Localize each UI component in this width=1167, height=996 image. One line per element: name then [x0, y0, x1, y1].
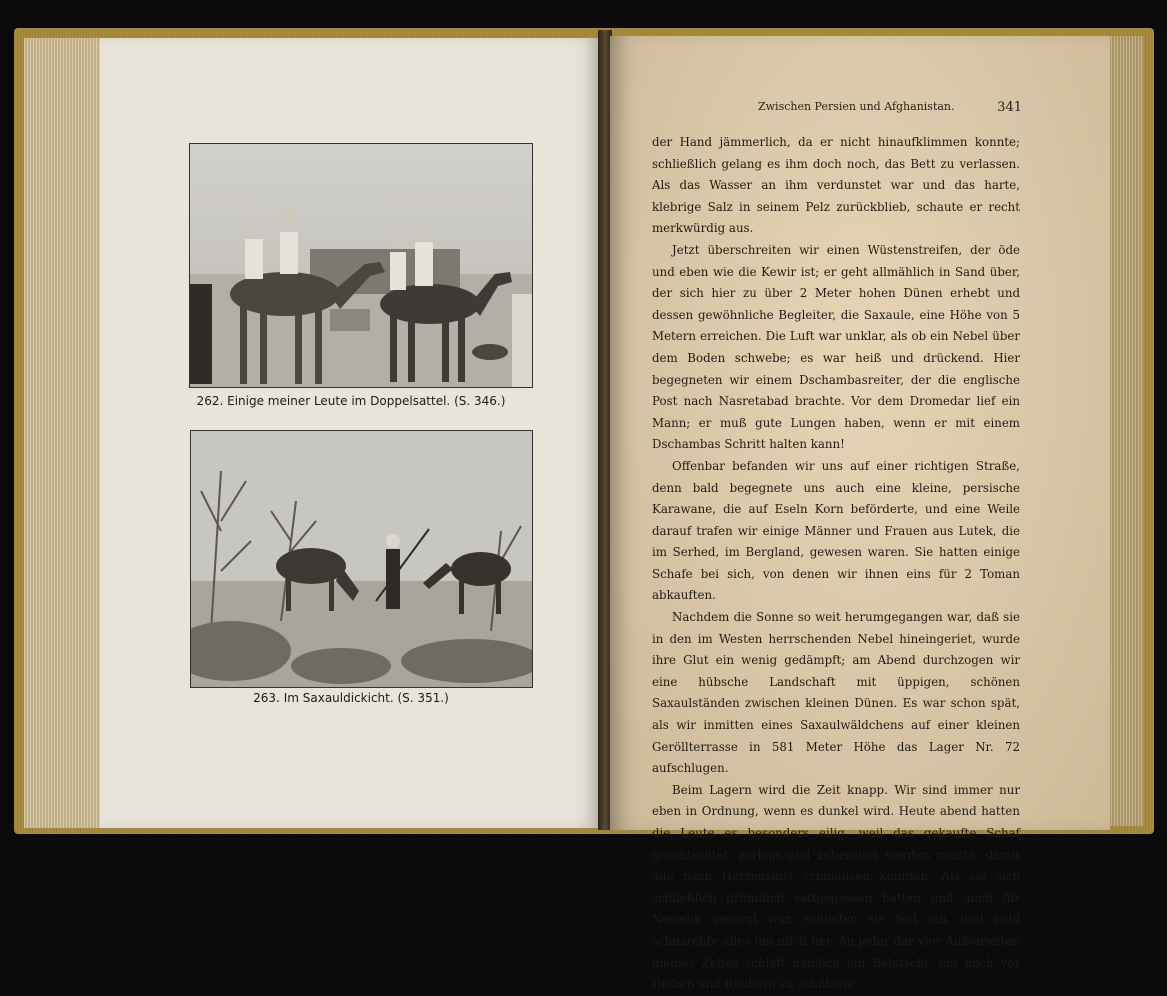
paragraph: der Hand jämmerlich, da er nicht hinaufklimmen konnte; schließlich gelang es ihm doch noch, das Bett zu verlassen. Als das Wasser an ihm verdunstet war und das harte, klebrige Salz in seinem Pelz zurückblieb, schaute er recht merkwürdig aus.	[652, 135, 1020, 236]
figure-caption-263	[100, 691, 602, 705]
photo-saxaul-thicket	[190, 430, 533, 688]
paragraph: Jetzt überschreiten wir einen Wüstenstreifen, der öde und eben wie die Kewir ist; er geht allmählich in Sand über, der sich hier zu über 2 Meter hohen Dünen erhebt und dessen gewöhnliche Begleiter, die Saxaule, eine Höhe von 5 Metern erreichen. Die Luft war unklar, als ob ein Nebel über dem Boden schwebe; es war heiß und drückend. Hier begegneten wir einem Dschambasreiter, der die englische Post nach Nasretabad brachte. Vor dem Dromedar lief ein Mann; er muß gute Lungen haben, wenn er mit einem Dschambas Schritt halten kann!	[652, 242, 1020, 452]
figure-page-ref: (S. 351.)	[397, 691, 449, 705]
paragraph: Beim Lagern wird die Zeit knapp. Wir sind immer nur eben in Ordnung, wenn es dunkel wird. Heute abend hatten die Leute es besonders eilig, weil das gekaufte Schaf geschlachtet, zerlegt und zubereitet werden mußte, damit alle nach Herzenslust schmausen konnten. Als sie sich schließlich gründlich sattgegessen hatten und auch für Newenk gesorgt war, schliefen sie fest ein, und bald schnarchte alles um mich her. An jeder der vier Außenseiten meines Zeltes schläft nämlich ein Belutschi, um mich vor Dieben und Räubern zu schützen;	[652, 782, 1020, 992]
figure-caption-text: Im Saxauldickicht.	[283, 691, 394, 705]
figure-page-ref: (S. 346.)	[454, 394, 506, 408]
page-edges-right	[1108, 36, 1144, 826]
photo-camels-with-riders	[189, 143, 533, 388]
page-edges-left	[24, 38, 100, 828]
paragraph: Nachdem die Sonne so weit herumgegangen war, daß sie in den im Westen herrschenden Nebel hineingeriet, wurde ihre Glut ein wenig gedämpft; am Abend durchzogen wir eine hübsche Landschaft mit üppigen, schönen Saxaulständen zwischen kleinen Dünen. Es war schon spät, als wir inmitten eines Saxaulwäldchens auf einer kleinen Geröllterrasse in 581 Meter Höhe das Lager Nr. 72 aufschlugen.	[652, 610, 1020, 776]
figure-caption-text: Einige meiner Leute im Doppelsattel.	[227, 394, 451, 408]
page-number: 341	[997, 100, 1022, 115]
figure-number: 262.	[196, 394, 224, 408]
figure-number: 263.	[253, 691, 280, 705]
figure-caption-262	[100, 394, 602, 408]
paragraph: Offenbar befanden wir uns auf einer richtigen Straße, denn bald begegnete uns auch eine kleine, persische Karawane, die auf Eseln Korn beförderte, und eine Weile darauf trafen wir einige Männer und Frauen aus Lutek, die im Serhed, im Bergland, gewesen waren. Sie hatten einige Schafe bei sich, von denen wir ihnen eins für 2 Toman abkauften.	[652, 458, 1020, 603]
body-text	[652, 132, 1020, 996]
running-head-title: Zwischen Persien und Afghanistan.	[758, 100, 955, 113]
